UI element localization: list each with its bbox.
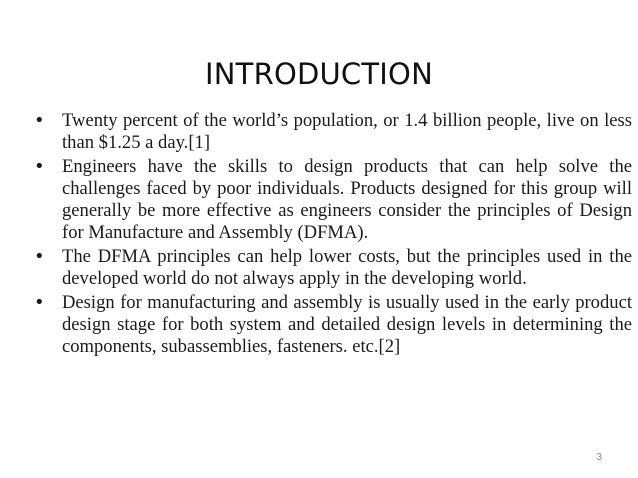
bullet-item — [34, 156, 632, 244]
bullet-icon: • — [34, 156, 45, 177]
bullet-text: The DFMA principles can help lower costs, but the principles used in the developed world do not always apply in the developing world. — [62, 246, 632, 289]
bullet-icon: • — [34, 292, 45, 313]
bullet-text: Design for manufacturing and assembly is usually used in the early product design stage for both system and detailed design levels in determining the components, subassemblies, fasteners. etc.[2] — [62, 292, 632, 357]
bullet-list — [34, 110, 632, 360]
bullet-icon: • — [34, 110, 45, 131]
slide-title: INTRODUCTION — [205, 57, 433, 91]
bullet-item — [34, 110, 632, 154]
bullet-text: Twenty percent of the world’s population, or 1.4 billion people, live on less than $1.25 a day.[1] — [62, 110, 632, 153]
bullet-text: Engineers have the skills to design products that can help solve the challenges faced by poor individuals. Products designed for this group will generally be more effective as engineers consider the principles of Design for Manufacture and Assembly (DFMA). — [62, 156, 632, 243]
bullet-item — [34, 246, 632, 290]
bullet-icon: • — [34, 246, 45, 267]
page-number: 3 — [596, 452, 602, 463]
bullet-item — [34, 292, 632, 358]
